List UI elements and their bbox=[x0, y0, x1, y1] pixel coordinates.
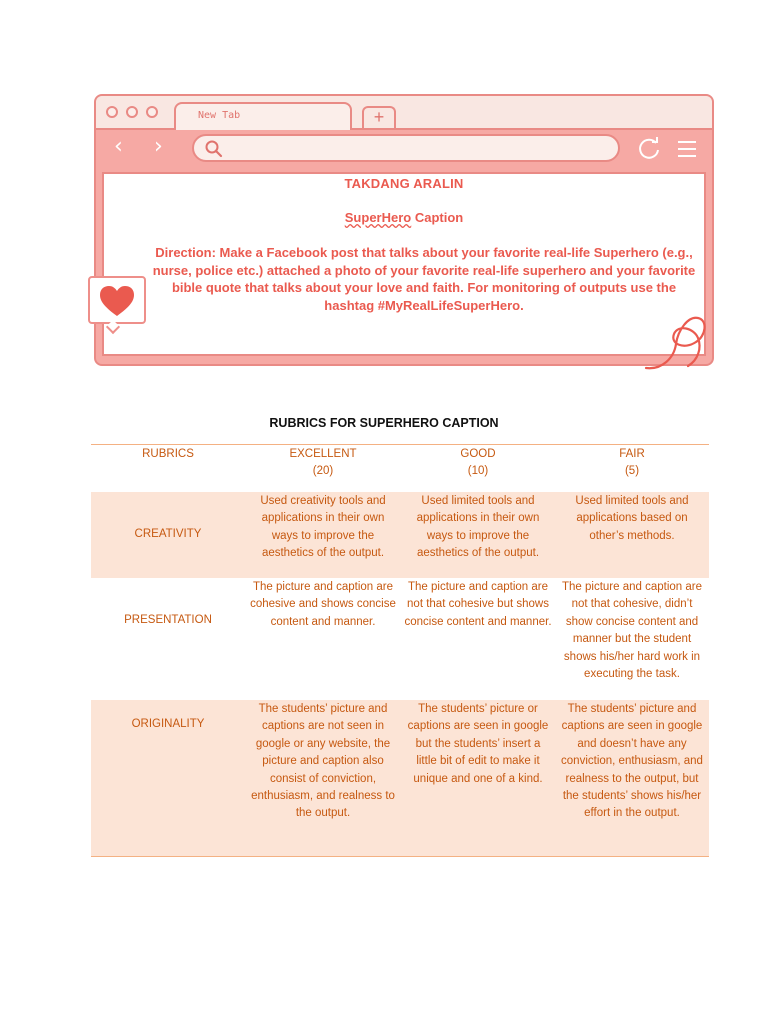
table-row bbox=[91, 492, 709, 578]
new-tab-button: + bbox=[362, 106, 396, 128]
header-points: (20) bbox=[312, 465, 334, 478]
excellent-cell bbox=[245, 700, 401, 856]
cell-text: The students’ picture and captions are not seen in google or any website, the picture and caption also consist of conviction, enthusiasm, and realness to the output. bbox=[251, 703, 395, 820]
announcement-title: TAKDANG ARALIN bbox=[344, 176, 464, 191]
subtitle-rest: Caption bbox=[411, 210, 464, 225]
cell-text: The picture and caption are not that cohesive, didn’t show concise content and manner but the student shows his/her hard work in executing the task. bbox=[561, 581, 702, 681]
address-bar bbox=[192, 134, 620, 162]
header-label: RUBRICS bbox=[142, 448, 194, 460]
table-row bbox=[91, 700, 709, 856]
announcement-direction: Direction: Make a Facebook post that talks about your favorite real-life Superhero (e.g., nurse, police etc.) attached a photo of your favorite real-life superhero and your favorite bible quote that talks about your love and faith. For monitoring of outputs use the hashtag #MyRealLifeSuperHero. bbox=[152, 245, 696, 313]
good-cell bbox=[401, 700, 555, 856]
header-excellent bbox=[245, 445, 401, 493]
fair-cell bbox=[555, 578, 709, 700]
search-icon bbox=[204, 140, 224, 158]
cell-text: Used creativity tools and applications in their own ways to improve the aesthetics of the output. bbox=[260, 495, 386, 560]
table-row bbox=[91, 578, 709, 700]
decorative-swirl-icon bbox=[642, 308, 712, 374]
excellent-cell bbox=[245, 492, 401, 578]
window-control-maximize bbox=[146, 106, 158, 118]
subtitle-underlined: SuperHero bbox=[344, 210, 412, 225]
heart-icon bbox=[98, 284, 136, 318]
cell-text: Used limited tools and applications based on other’s methods. bbox=[575, 495, 689, 542]
good-cell bbox=[401, 492, 555, 578]
good-cell bbox=[401, 578, 555, 700]
header-points: (10) bbox=[467, 465, 489, 478]
criterion-cell: PRESENTATION bbox=[124, 614, 212, 626]
rubric-title: RUBRICS FOR SUPERHERO CAPTION bbox=[269, 416, 499, 430]
header-good bbox=[401, 445, 555, 493]
criterion-cell: ORIGINALITY bbox=[131, 718, 205, 730]
rubric-header-row bbox=[91, 445, 709, 493]
browser-window-graphic bbox=[94, 94, 714, 366]
forward-arrow-icon: › bbox=[154, 134, 163, 159]
back-arrow-icon: ‹ bbox=[114, 134, 123, 159]
cell-text: The picture and caption are cohesive and shows concise content and manner. bbox=[250, 581, 396, 628]
browser-tab-strip bbox=[96, 96, 712, 130]
browser-tab bbox=[174, 102, 352, 130]
cell-text: The students’ picture and captions are seen in google and doesn’t have any conviction, enthusiasm, and realness to the output, but the students’ shows his/her effort in the output. bbox=[561, 703, 703, 820]
window-control-close bbox=[106, 106, 118, 118]
reload-icon bbox=[636, 136, 662, 162]
rubric-table bbox=[91, 444, 709, 857]
header-rubrics bbox=[91, 445, 245, 493]
tab-label: New Tab bbox=[198, 110, 241, 121]
announcement-panel bbox=[102, 172, 706, 356]
fair-cell bbox=[555, 700, 709, 856]
cell-text: Used limited tools and applications in their own ways to improve the aesthetics of the output. bbox=[416, 495, 540, 560]
fair-cell bbox=[555, 492, 709, 578]
header-fair bbox=[555, 445, 709, 493]
header-label: EXCELLENT bbox=[289, 448, 357, 460]
announcement-subtitle bbox=[104, 210, 704, 225]
heart-notification-card bbox=[88, 276, 146, 324]
criterion-cell: CREATIVITY bbox=[134, 528, 202, 540]
cell-text: The students’ picture or captions are seen in google but the students’ insert a little bit of edit to make it unique and one of a kind. bbox=[407, 703, 549, 785]
header-label: GOOD bbox=[460, 448, 496, 460]
excellent-cell bbox=[245, 578, 401, 700]
window-control-minimize bbox=[126, 106, 138, 118]
header-label: FAIR bbox=[619, 448, 645, 460]
hamburger-menu-icon bbox=[676, 139, 698, 159]
header-points: (5) bbox=[624, 465, 640, 478]
cell-text: The picture and caption are not that cohesive but shows concise content and manner. bbox=[404, 581, 552, 628]
